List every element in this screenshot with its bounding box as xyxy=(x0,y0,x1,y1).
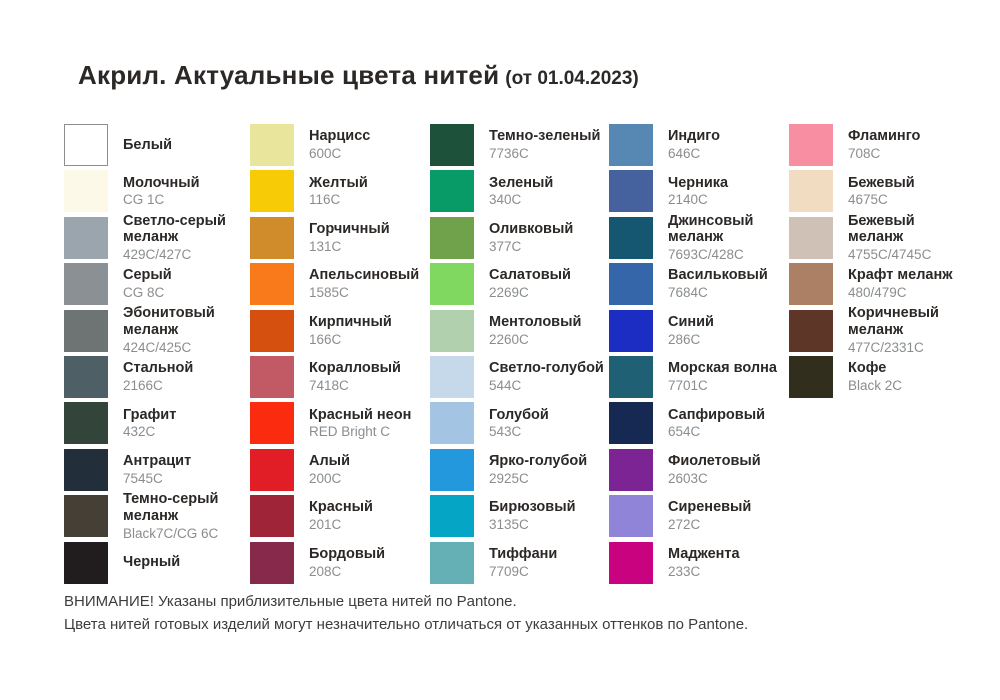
color-code: 2260C xyxy=(489,331,529,347)
color-labels xyxy=(668,453,789,486)
color-labels xyxy=(489,221,609,254)
color-code: 7701C xyxy=(668,378,708,394)
color-labels xyxy=(489,499,609,532)
color-row xyxy=(430,263,609,305)
color-row xyxy=(789,170,985,212)
page-title xyxy=(78,60,639,91)
color-labels xyxy=(668,267,789,300)
color-name: Салатовый xyxy=(489,267,571,284)
color-name: Антрацит xyxy=(123,453,192,469)
color-swatch xyxy=(430,402,474,444)
color-code: 208C xyxy=(309,563,342,579)
color-row xyxy=(64,124,250,166)
color-swatch xyxy=(609,263,653,305)
color-name: Бежевый меланж xyxy=(848,212,915,246)
color-code: 166C xyxy=(309,331,342,347)
color-row xyxy=(250,310,430,352)
color-name: Желтый xyxy=(309,174,368,191)
color-code: 3135C xyxy=(489,517,529,533)
color-row xyxy=(609,212,789,263)
color-swatch xyxy=(609,217,653,259)
color-labels xyxy=(123,453,244,486)
color-labels xyxy=(309,407,430,440)
color-labels xyxy=(668,128,789,161)
color-swatch xyxy=(789,356,833,398)
color-labels xyxy=(309,499,430,532)
color-row xyxy=(609,170,789,212)
color-row xyxy=(64,542,250,584)
color-row xyxy=(430,542,609,584)
color-swatch xyxy=(430,356,474,398)
color-name: Зеленый xyxy=(489,174,554,191)
color-labels xyxy=(309,128,430,161)
color-name: Эбонитовый меланж xyxy=(123,305,215,339)
color-code: 429C/427C xyxy=(123,247,192,263)
color-swatch xyxy=(430,124,474,166)
color-swatch xyxy=(250,402,294,444)
color-name: Алый xyxy=(309,453,350,469)
color-row xyxy=(609,263,789,305)
footer-note xyxy=(64,590,748,637)
color-name: Красный неон xyxy=(309,406,412,423)
color-row xyxy=(609,495,789,537)
color-labels xyxy=(848,305,969,355)
color-name: Молочный xyxy=(123,174,200,191)
color-name: Нарцисс xyxy=(309,128,371,145)
color-code: 233C xyxy=(668,563,701,579)
color-code: 432C xyxy=(123,424,156,440)
color-labels xyxy=(848,128,969,161)
color-name: Бордовый xyxy=(309,545,386,562)
color-swatch xyxy=(64,217,108,259)
color-labels xyxy=(489,546,609,579)
color-row xyxy=(250,542,430,584)
color-code: 480/479C xyxy=(848,285,907,301)
color-name: Коралловый xyxy=(309,360,401,377)
color-labels xyxy=(123,554,244,571)
color-swatch xyxy=(609,124,653,166)
color-swatch xyxy=(789,310,833,352)
color-code: 2140C xyxy=(668,192,708,208)
color-swatch xyxy=(430,217,474,259)
color-swatch xyxy=(789,263,833,305)
swatch-column-3 xyxy=(430,124,609,588)
color-row xyxy=(250,356,430,398)
color-name: Ментоловый xyxy=(489,313,582,330)
color-code: 654C xyxy=(668,424,701,440)
color-name: Красный xyxy=(309,499,373,516)
color-labels xyxy=(848,213,969,263)
color-swatch xyxy=(250,217,294,259)
color-name: Индиго xyxy=(668,128,721,145)
color-swatch xyxy=(250,263,294,305)
color-code: CG 1C xyxy=(123,192,165,208)
color-code: 131C xyxy=(309,238,342,254)
color-labels xyxy=(668,407,789,440)
color-labels xyxy=(489,128,609,161)
color-code: 272C xyxy=(668,517,701,533)
color-name: Сапфировый xyxy=(668,406,765,423)
color-swatch xyxy=(609,542,653,584)
color-labels xyxy=(123,267,244,300)
color-code: 377C xyxy=(489,238,522,254)
color-code: 544C xyxy=(489,378,522,394)
color-row xyxy=(609,449,789,491)
color-row xyxy=(609,310,789,352)
color-swatch xyxy=(64,356,108,398)
color-labels xyxy=(309,453,430,486)
color-code: 200C xyxy=(309,470,342,486)
color-name: Черника xyxy=(668,174,729,191)
color-row xyxy=(250,124,430,166)
color-row xyxy=(789,263,985,305)
color-code: 600C xyxy=(309,146,342,162)
color-code: 7545C xyxy=(123,470,163,486)
color-name: Кирпичный xyxy=(309,313,392,330)
color-code: 2166C xyxy=(123,378,163,394)
color-name: Джинсовый меланж xyxy=(668,212,754,246)
color-row xyxy=(64,263,250,305)
color-row xyxy=(250,217,430,259)
color-row xyxy=(609,402,789,444)
color-row xyxy=(609,356,789,398)
color-code: 1585C xyxy=(309,285,349,301)
color-name: Сиреневый xyxy=(668,499,752,516)
color-row xyxy=(430,402,609,444)
color-code: RED Bright C xyxy=(309,424,391,440)
color-name: Крафт меланж xyxy=(848,267,953,284)
color-row xyxy=(789,212,985,263)
color-name: Белый xyxy=(123,136,172,153)
color-name: Тиффани xyxy=(489,545,558,562)
color-code: 340C xyxy=(489,192,522,208)
color-name: Оливковый xyxy=(489,221,574,238)
color-swatch xyxy=(430,263,474,305)
color-name: Фиолетовый xyxy=(668,453,761,469)
color-name: Темно-зеленый xyxy=(489,128,601,145)
color-row xyxy=(250,263,430,305)
color-name: Коричневый меланж xyxy=(848,305,939,339)
color-code: CG 8C xyxy=(123,285,165,301)
color-swatch xyxy=(64,170,108,212)
color-swatch xyxy=(64,449,108,491)
color-row xyxy=(430,310,609,352)
color-swatch xyxy=(64,263,108,305)
color-row xyxy=(250,402,430,444)
color-name: Светло-серый меланж xyxy=(123,212,226,246)
color-labels xyxy=(309,175,430,208)
color-code: 7709C xyxy=(489,563,529,579)
color-code: 708C xyxy=(848,146,881,162)
color-name: Светло-голубой xyxy=(489,360,604,377)
swatch-column-4 xyxy=(609,124,789,588)
color-code: Black7C/CG 6C xyxy=(123,525,219,541)
color-swatch xyxy=(609,449,653,491)
color-name: Серый xyxy=(123,267,172,284)
color-labels xyxy=(123,137,244,154)
color-row xyxy=(250,170,430,212)
color-labels xyxy=(668,175,789,208)
color-row xyxy=(430,170,609,212)
color-code: 2603C xyxy=(668,470,708,486)
color-name: Маджента xyxy=(668,545,740,562)
color-labels xyxy=(309,360,430,393)
swatch-column-5 xyxy=(789,124,985,402)
color-name: Бирюзовый xyxy=(489,499,576,516)
color-labels xyxy=(489,360,609,393)
color-code: 116C xyxy=(309,192,341,208)
color-name: Васильковый xyxy=(668,267,768,284)
color-swatch xyxy=(430,495,474,537)
color-swatch xyxy=(250,542,294,584)
color-row xyxy=(64,356,250,398)
swatch-grid xyxy=(64,124,985,588)
footer-line-1: ВНИМАНИЕ! Указаны приблизительные цвета нитей по Pantone. xyxy=(64,593,517,610)
color-labels xyxy=(309,314,430,347)
color-labels xyxy=(668,360,789,393)
color-name: Графит xyxy=(123,406,177,423)
swatch-column-1 xyxy=(64,124,250,588)
color-code: Black 2C xyxy=(848,378,903,394)
color-labels xyxy=(123,305,244,355)
color-row xyxy=(609,124,789,166)
color-labels xyxy=(309,221,430,254)
color-swatch xyxy=(430,170,474,212)
color-swatch xyxy=(250,495,294,537)
color-name: Ярко-голубой xyxy=(489,453,588,469)
color-labels xyxy=(848,360,969,393)
footer-line-2: Цвета нитей готовых изделий могут незначительно отличаться от указанных оттенков по Pantone. xyxy=(64,616,749,634)
color-code: 646C xyxy=(668,146,701,162)
color-swatch xyxy=(64,402,108,444)
color-row xyxy=(430,449,609,491)
color-labels xyxy=(848,175,969,208)
page-title-date: (от 01.04.2023) xyxy=(505,68,639,89)
color-swatch xyxy=(609,310,653,352)
color-labels xyxy=(668,546,789,579)
color-swatch xyxy=(789,217,833,259)
color-row xyxy=(64,305,250,356)
color-name: Фламинго xyxy=(848,128,921,145)
swatch-column-2 xyxy=(250,124,430,588)
color-code: 7418C xyxy=(309,378,349,394)
color-name: Голубой xyxy=(489,406,549,423)
color-labels xyxy=(123,360,244,393)
color-swatch xyxy=(250,170,294,212)
color-name: Кофе xyxy=(848,360,887,377)
color-code: 2925C xyxy=(489,470,529,486)
color-swatch xyxy=(789,170,833,212)
color-swatch xyxy=(64,542,108,584)
color-code: 7736C xyxy=(489,146,529,162)
color-labels xyxy=(123,407,244,440)
color-row xyxy=(609,542,789,584)
color-swatch xyxy=(430,310,474,352)
color-row xyxy=(430,356,609,398)
color-swatch xyxy=(430,449,474,491)
color-labels xyxy=(123,491,244,541)
color-row xyxy=(430,124,609,166)
color-name: Бежевый xyxy=(848,174,915,191)
color-code: 4675C xyxy=(848,192,888,208)
color-labels xyxy=(668,213,789,263)
color-name: Стальной xyxy=(123,360,194,377)
color-labels xyxy=(123,213,244,263)
color-labels xyxy=(309,546,430,579)
color-labels xyxy=(489,407,609,440)
color-name: Синий xyxy=(668,313,714,330)
color-swatch xyxy=(64,310,108,352)
color-swatch xyxy=(250,356,294,398)
color-code: 7684C xyxy=(668,285,708,301)
color-row xyxy=(430,217,609,259)
color-row xyxy=(64,402,250,444)
color-swatch xyxy=(609,356,653,398)
color-row xyxy=(64,490,250,541)
color-row xyxy=(250,495,430,537)
color-labels xyxy=(489,175,609,208)
color-name: Темно-серый меланж xyxy=(123,490,219,524)
color-row xyxy=(789,124,985,166)
color-labels xyxy=(489,267,609,300)
color-name: Горчичный xyxy=(309,221,390,238)
color-row xyxy=(64,212,250,263)
color-swatch xyxy=(250,449,294,491)
color-code: 4755C/4745C xyxy=(848,247,932,263)
color-row xyxy=(64,449,250,491)
color-swatch xyxy=(64,495,108,537)
color-swatch xyxy=(789,124,833,166)
color-name: Черный xyxy=(123,554,181,571)
color-swatch xyxy=(250,310,294,352)
color-name: Морская волна xyxy=(668,360,777,377)
color-row xyxy=(64,170,250,212)
color-code: 543C xyxy=(489,424,522,440)
color-labels xyxy=(489,453,609,486)
color-swatch xyxy=(430,542,474,584)
color-swatch xyxy=(609,495,653,537)
color-labels xyxy=(848,267,969,300)
color-swatch xyxy=(609,402,653,444)
page-title-main: Акрил. Актуальные цвета нитей xyxy=(78,60,500,90)
color-code: 201C xyxy=(309,517,342,533)
color-row xyxy=(250,449,430,491)
color-labels xyxy=(668,314,789,347)
color-code: 424C/425C xyxy=(123,340,192,356)
color-swatch xyxy=(609,170,653,212)
color-name: Апельсиновый xyxy=(309,267,420,284)
color-code: 2269C xyxy=(489,285,529,301)
color-code: 286C xyxy=(668,331,701,347)
color-swatch xyxy=(250,124,294,166)
color-code: 7693C/428C xyxy=(668,247,744,263)
color-swatch xyxy=(64,124,108,166)
color-labels xyxy=(123,175,244,208)
color-row xyxy=(789,305,985,356)
color-labels xyxy=(668,499,789,532)
color-row xyxy=(430,495,609,537)
color-labels xyxy=(309,267,430,300)
color-labels xyxy=(489,314,609,347)
color-row xyxy=(789,356,985,398)
color-code: 477C/2331C xyxy=(848,340,924,356)
